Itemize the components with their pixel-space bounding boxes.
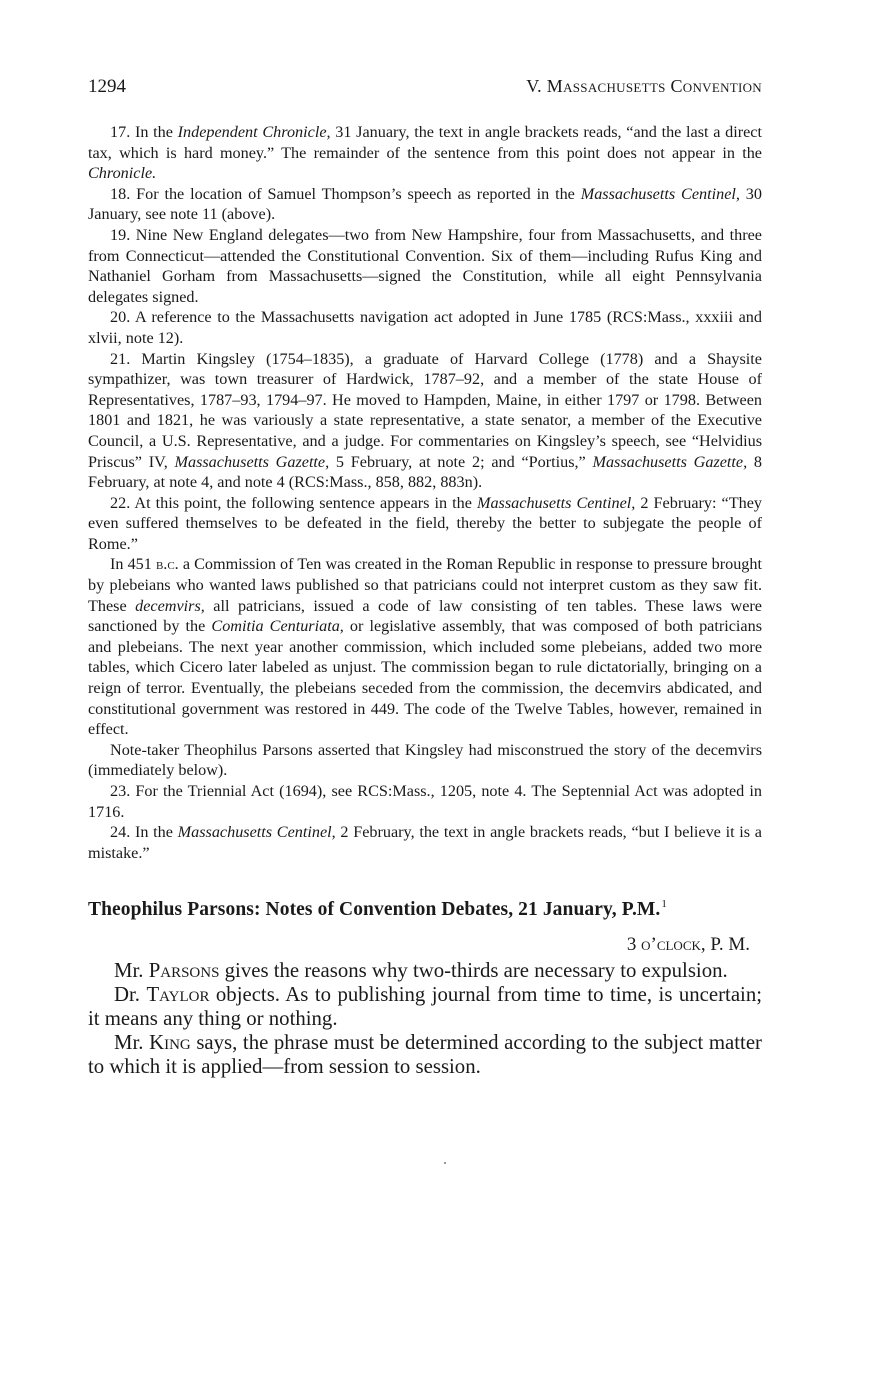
italic-segment: Massachusetts Gazette, [174,452,330,471]
debate-text: says, the phrase must be determined according to the subject matter to which it is applied—from session to session. [88,1031,762,1079]
debate-paragraph-parsons [88,959,762,983]
text-segment: 24. In the [110,823,178,842]
italic-segment: Massachusetts Gazette, [592,452,748,471]
session-time-label: o’clock, P. M. [641,934,750,956]
heading-footnote-marker: 1 [661,898,668,911]
debate-paragraph-taylor [88,983,762,1031]
italic-segment: Chronicle. [88,164,157,183]
text-segment: 18. For the location of Samuel Thompson’s speech as reported in the [110,184,581,203]
session-time-number: 3 [626,934,637,956]
note-18 [88,184,762,225]
speaker-name: King [149,1031,191,1055]
text-segment: 17. In the [110,123,178,141]
note-24 [88,822,762,863]
text-segment: 23. For the Triennial Act (1694), see RCS:Mass., 1205, note 4. The Septennial Act was adopted in 1716. [88,782,762,821]
text-segment: 2 February: “They even suffered themselves to be defeated in the field, thereby the better to subjegate the people of Rome.” [88,493,762,553]
page-number: 1294 [88,76,126,97]
endnotes [88,122,762,863]
text-segment: 20. A reference to the Massachusetts navigation act adopted in June 1785 (RCS:Mass., xxxiii and xlvii, note 12). [88,308,762,347]
text-segment: all patricians, issued a code of law consisting of ten tables. These laws were sanctioned by the [88,596,762,636]
speaker-title: Dr. [114,983,140,1007]
session-time [88,934,762,956]
note-22-decemvirs [88,740,762,781]
italic-segment: Massachusetts Centinel, [476,493,636,512]
scan-speck [444,1162,446,1164]
document-page [88,74,762,1079]
text-segment: 21. Martin Kingsley (1754–1835), a graduate of Harvard College (1778) and a Shaysite sympathizer, was town treasurer of Hardwick, 1787–92, and a member of the state House of Representatives, 1787–93, 1794–97. He moved to Hampden, Maine, in either 1797 or 1798. Between 1801 and 1821, he was variously a state representative, a state senator, a member of the Executive Council, a U.S. Representative, and a judge. For commentaries on Kingsley’s speech, see “Helvidius Priscus” IV, [88,349,762,471]
running-head [88,74,762,98]
note-21 [88,349,762,493]
text-segment: a Commission of Ten was created in the Roman Republic in response to pressure brought by plebeians who wanted laws published so that patricians could not interpret custom as they saw fit. These [88,555,762,615]
note-20 [88,307,762,348]
text-segment: 22. At this point, the following sentence appears in the [110,493,477,512]
italic-segment: decemvirs, [135,596,205,615]
document-heading [88,892,762,922]
note-19 [88,225,762,307]
speaker-title: Mr. [114,1031,144,1055]
speaker-name: Taylor [146,983,210,1007]
text-segment: Note-taker Theophilus Parsons asserted that Kingsley had misconstrued the story of the decemvirs (immediately below). [88,740,762,780]
note-22-continuation [88,554,762,739]
text-segment: 8 February, at note 4, and note 4 (RCS:Mass., 858, 882, 883n). [88,452,762,492]
italic-segment: Independent Chronicle, [177,123,331,141]
italic-segment: Comitia Centuriata, [211,617,344,636]
debate-text: gives the reasons why two-thirds are necessary to expulsion. [219,959,728,983]
speaker-name: Parsons [148,959,220,983]
section-title: V. Massachusetts Convention [526,76,762,96]
note-23 [88,781,762,822]
note-17 [88,122,762,184]
note-22 [88,493,762,555]
text-segment: or legislative assembly, that was composed of both patricians and plebeians. The next year another commission, which included some plebeians, added two more tables, which Cicero later labeled as unjust. The commission began to rule dictatorially, bringing on a reign of terror. Eventually, the plebeians seceded from the commission, the decemvirs abdicated, and constitutional government was restored in 449. The code of the Twelve Tables, however, remained in effect. [88,617,762,739]
text-segment: b.c. [155,555,179,574]
text-segment: 30 January, see note 11 (above). [88,184,762,224]
italic-segment: Massachusetts Centinel, [580,184,740,203]
text-segment: 19. Nine New England delegates—two from New Hampshire, four from Massachusetts, and three from Connecticut—attended the Constitutional Convention. Six of them—including Rufus King and Nathaniel Gorham from Massachusetts—signed the Constitution, while all eight Pennsylvania delegates signed. [88,225,762,306]
text-segment: In 451 [110,555,156,574]
text-segment: 31 January, the text in angle brackets reads, “and the last a direct tax, which is hard money.” The remainder of the sentence from this point does not appear in the [88,123,762,162]
debate-text: objects. As to publishing journal from time to time, is uncertain; it means any thing or nothing. [88,983,762,1031]
text-segment: 5 February, at note 2; and “Portius,” [329,452,593,471]
document-heading-text: Theophilus Parsons: Notes of Convention Debates, 21 January, P.M. [88,899,661,921]
italic-segment: Massachusetts Centinel, [177,823,336,842]
debate-paragraph-king [88,1031,762,1079]
text-segment: 2 February, the text in angle brackets reads, “but I believe it is a mistake.” [88,823,762,862]
debate-notes [88,959,762,1079]
speaker-title: Mr. [114,959,144,983]
